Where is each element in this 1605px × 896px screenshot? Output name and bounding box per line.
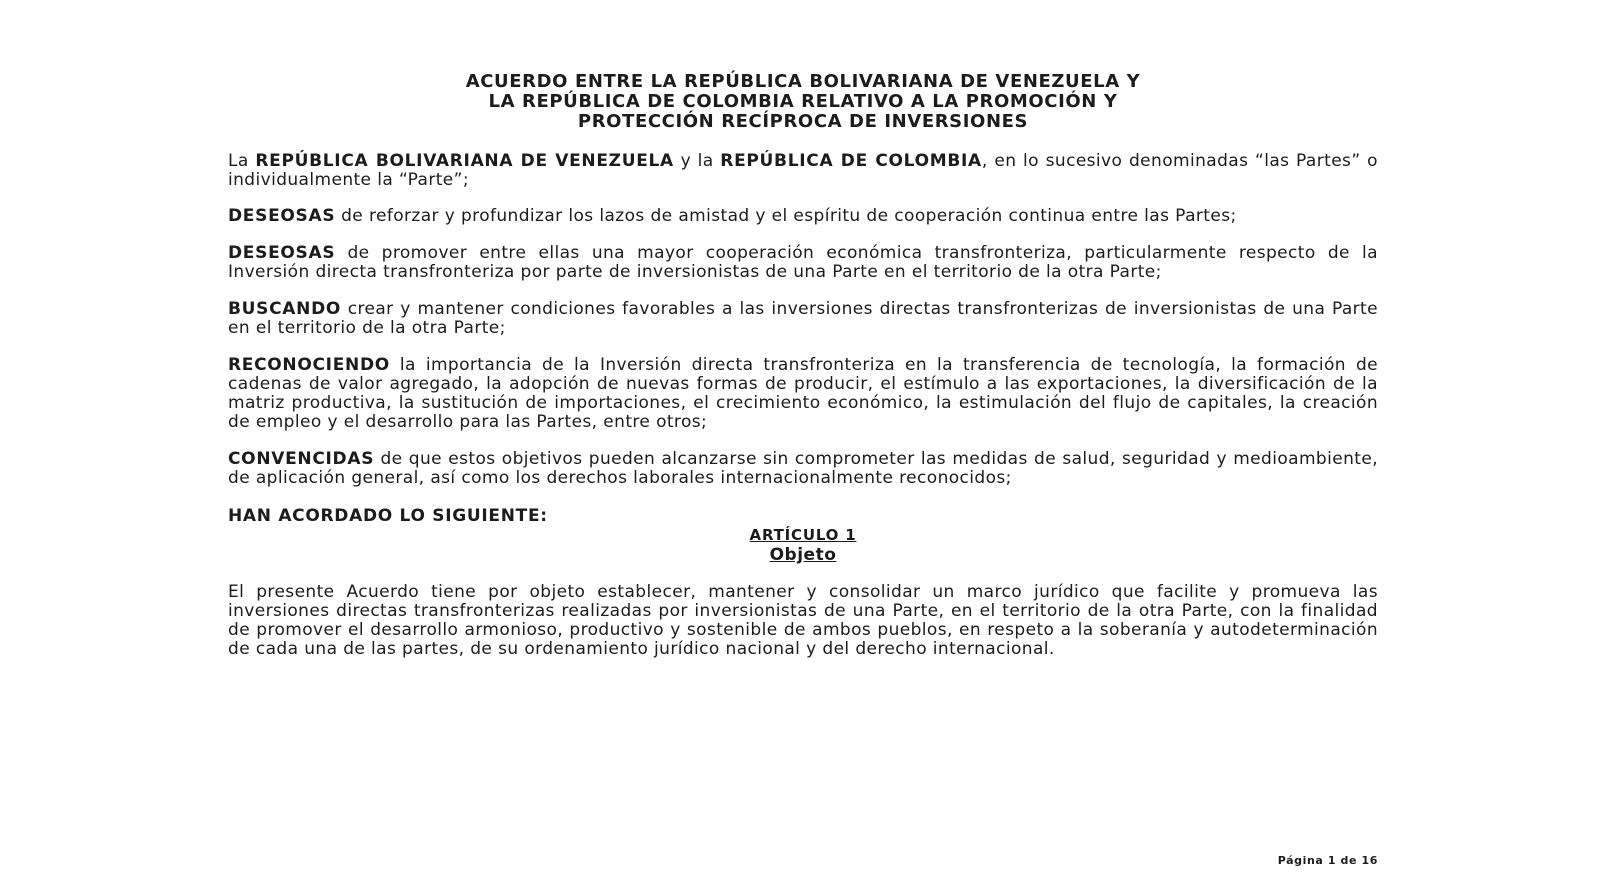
page-number: Página 1 de 16 <box>1277 854 1378 867</box>
intro-post: , en lo sucesivo denominadas “las Partes” o individualmente la “Parte”; <box>228 151 1378 190</box>
title-line-3: PROTECCIÓN RECÍPROCA DE INVERSIONES <box>577 111 1029 132</box>
clause-keyword: RECONOCIENDO <box>228 355 390 375</box>
document-title <box>228 72 1378 132</box>
clause-keyword: DESEOSAS <box>228 206 336 226</box>
title-line-2: LA REPÚBLICA DE COLOMBIA RELATIVO A LA PROMOCIÓN Y <box>488 91 1118 112</box>
clause-paragraph <box>228 450 1378 488</box>
clause-keyword: CONVENCIDAS <box>228 449 375 469</box>
clause-text: la importancia de la Inversión directa transfronteriza en la transferencia de tecnología, la formación de cadenas de valor agregado, la adopción de nuevas formas de producir, el estímulo a las exportaciones, la diversificación de la matriz productiva, la sustitución de importaciones, el crecimiento económico, la estimulación del flujo de capitales, la creación de empleo y el desarrollo para las Partes, entre otros; <box>228 355 1378 432</box>
article-body: El presente Acuerdo tiene por objeto establecer, mantener y consolidar un marco jurídico que facilite y promueva las inversiones directas transfronterizas realizadas por inversionistas de una Parte, en el territorio de la otra Parte, con la finalidad de promover el desarrollo armonioso, productivo y sostenible de ambos pueblos, en respeto a la soberanía y autodeterminación de cada una de las partes, de su ordenamiento jurídico nacional y del derecho internacional. <box>228 582 1378 659</box>
clause-paragraph <box>228 300 1378 338</box>
party-colombia: REPÚBLICA DE COLOMBIA <box>720 151 982 171</box>
clause-paragraph <box>228 244 1378 282</box>
intro-pre: La <box>228 151 256 171</box>
agreed-heading: HAN ACORDADO LO SIGUIENTE: <box>228 506 548 526</box>
clause-paragraph <box>228 207 1378 226</box>
party-venezuela: REPÚBLICA BOLIVARIANA DE VENEZUELA <box>255 151 674 171</box>
clause-keyword: DESEOSAS <box>228 243 336 263</box>
title-line-1: ACUERDO ENTRE LA REPÚBLICA BOLIVARIANA DE VENEZUELA Y <box>465 71 1141 92</box>
clause-paragraph <box>228 356 1378 432</box>
clause-text: de que estos objetivos pueden alcanzarse sin comprometer las medidas de salud, seguridad y medioambiente, de aplicación general, así como los derechos laborales internacionalmente reconocidos; <box>228 449 1378 488</box>
clause-text: crear y mantener condiciones favorables a las inversiones directas transfronterizas de inversionistas de una Parte en el territorio de la otra Parte; <box>228 299 1378 338</box>
article-number: ARTÍCULO 1 <box>749 526 857 544</box>
article-name: Objeto <box>769 545 837 565</box>
intro-paragraph <box>228 152 1378 190</box>
clause-text: de reforzar y profundizar los lazos de amistad y el espíritu de cooperación continua entre las Partes; <box>335 206 1237 226</box>
clause-keyword: BUSCANDO <box>228 299 342 319</box>
clause-text: de promover entre ellas una mayor cooperación económica transfronteriza, particularmente respecto de la Inversión directa transfronteriza por parte de inversionistas de una Parte en el territorio de la otra Parte; <box>228 243 1378 282</box>
document-page <box>228 72 1378 892</box>
intro-mid: y la <box>673 151 721 171</box>
